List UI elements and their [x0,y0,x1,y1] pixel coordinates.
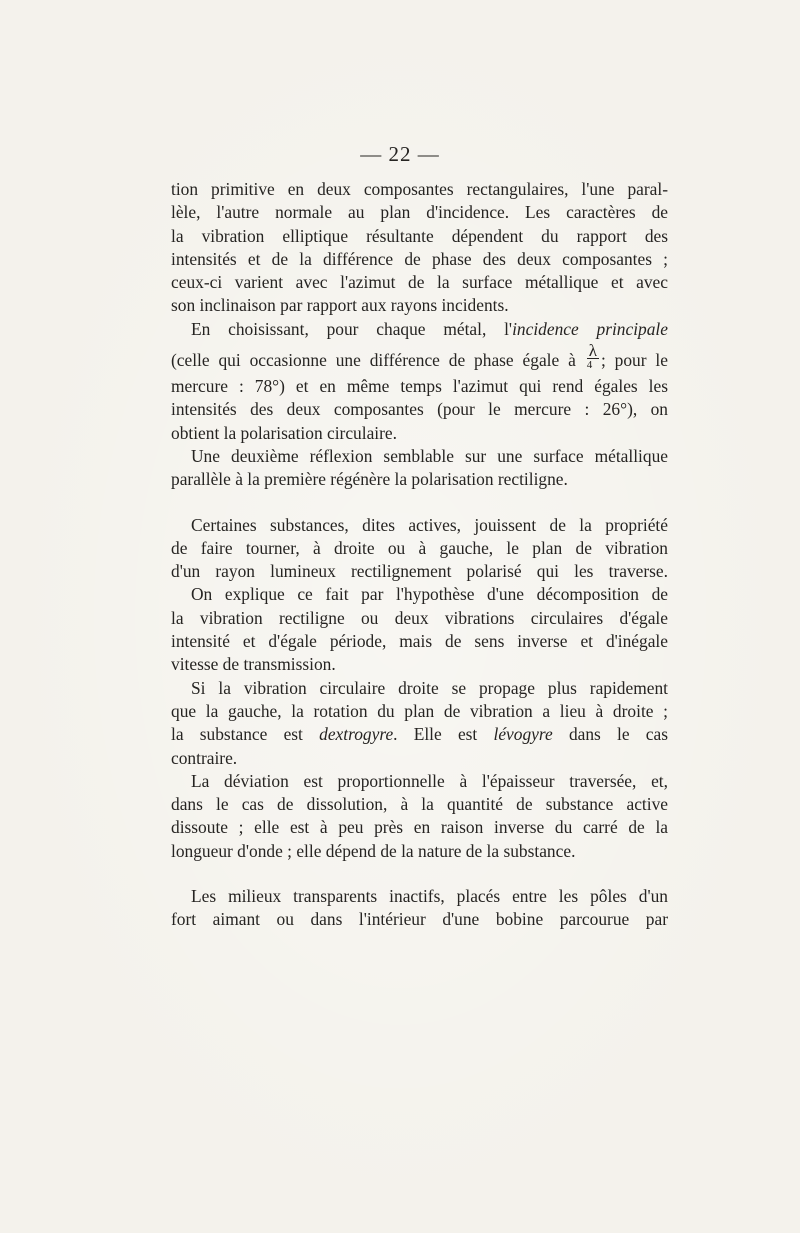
text-line: Certaines substances, dites actives, jouissent de la propriété [191,514,668,535]
text-line: Une deuxième réflexion semblable sur une surface métallique [191,445,668,466]
italic-term-incidence-principale: incidence principale [512,318,668,339]
text-line: Si la vibration circulaire droite se propage plus rapidement [191,677,668,698]
text-line: intensité et d'égale période, mais de sens inverse et d'inégale [171,631,668,652]
page-number: — 22 — [360,142,440,166]
text-line: Les milieux transparents inactifs, placés entre les pôles d'un [191,886,668,907]
text-line: intensités et de la différence de phase des deux composantes ; [171,248,668,269]
text-line: contraire. [171,747,238,768]
text-line: son inclinaison par rapport aux rayons incidents. [171,295,509,316]
text-fragment: ; pour le [600,350,668,371]
text-line: On explique ce fait par l'hypothèse d'une décomposition de [191,584,668,605]
text-line: d'un rayon lumineux rectilignement polarisé qui les traverse. [171,561,668,582]
text-line: la vibration rectiligne ou deux vibrations circulaires d'égale [171,607,668,628]
text-fragment: En choisissant, pour chaque métal, l' [191,318,513,339]
text-line: parallèle à la première régénère la polarisation rectiligne. [171,469,568,490]
text-line: que la gauche, la rotation du plan de vibration a lieu à droite ; [171,700,668,721]
text-line: mercure : 78°) et en même temps l'azimut qui rend égales les [171,376,668,397]
text-line: de faire tourner, à droite ou à gauche, le plan de vibration [171,537,668,558]
text-line: lèle, l'autre normale au plan d'incidence. Les caractères de [171,202,668,223]
text-line: vitesse de transmission. [171,654,336,675]
text-fragment: dans le cas [568,724,668,745]
fraction-numerator: λ [588,341,597,361]
text-line: la vibration elliptique résultante dépendent du rapport des [171,225,668,246]
text-line: fort aimant ou dans l'intérieur d'une bobine parcourue par [171,909,668,930]
text-fragment: . Elle est [393,724,478,745]
italic-term-levogyre: lévogyre [493,724,553,745]
text-fragment: la substance est [171,724,303,745]
text-line: tion primitive en deux composantes rectangulaires, l'une paral- [171,179,668,199]
text-fragment: (celle qui occasionne une différence de phase égale à [171,350,576,371]
fraction-lambda-over-4 [586,341,599,372]
text-line: dissoute ; elle est à peu près en raison inverse du carré de la [171,817,668,838]
text-line [171,318,668,341]
text-line: longueur d'onde ; elle dépend de la nature de la substance. [171,840,576,861]
text-line: La déviation est proportionnelle à l'épaisseur traversée, et, [191,770,668,791]
text-line: intensités des deux composantes (pour le mercure : 26°), on [171,399,668,420]
paragraph-gap [171,492,668,514]
fraction-denominator: 4 [586,359,593,372]
text-line-with-fraction [171,341,668,375]
text-line: obtient la polarisation circulaire. [171,422,397,443]
italic-term-dextrogyre: dextrogyre [319,724,394,745]
text-line [171,723,668,746]
paragraph-gap [171,863,668,885]
body-text [171,178,668,932]
text-line: ceux-ci varient avec l'azimut de la surface métallique et avec [171,272,668,293]
text-line: dans le cas de dissolution, à la quantité de substance active [171,794,668,815]
